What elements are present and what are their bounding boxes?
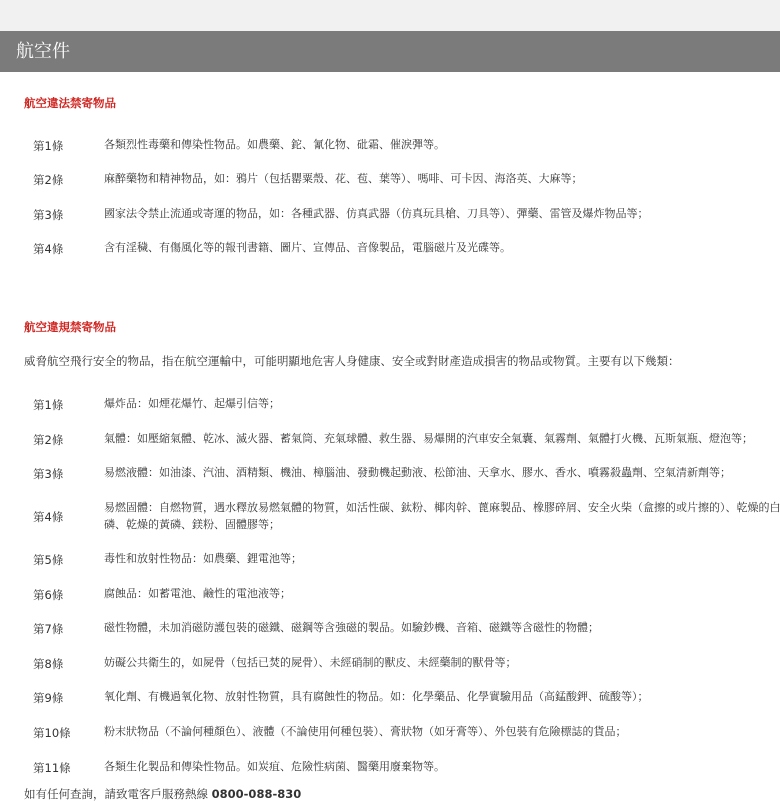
rule-text: 含有淫穢、有傷風化等的報刊書籍、圖片、宣傳品、音像製品，電腦磁片及光碟等。 [104,241,511,254]
rule-text: 各類生化製品和傳染性物品。如炭疽、危險性病菌、醫藥用廢棄物等。 [104,760,445,773]
rule-text: 國家法令禁止流通或寄運的物品，如：各種武器、仿真武器（仿真玩具槍、刀具等）、彈藥、雷管及爆炸物品等； [104,207,649,220]
rule-text: 麻醉藥物和精神物品，如：鴉片（包括罌粟殼、花、苞、葉等）、嗎啡、可卡因、海洛英、大麻等； [104,172,583,185]
page-title: 航空件 [16,41,70,62]
rule-text: 腐蝕品：如蓄電池、鹼性的電池液等； [104,587,291,600]
rule-text: 易燃固體：自燃物質，遇水釋放易燃氣體的物質，如活性碳、鈦粉、椰肉幹、蓖麻製品、橡膠碎屑、安全火柴（盒擦的或片擦的）、乾燥的白 [104,501,780,514]
section-title-restricted: 航空違規禁寄物品 [24,320,116,334]
footer-contact [24,786,301,802]
rule-number: 第1條 [33,398,64,412]
rule-text: 粉末狀物品（不論何種顏色）、液體（不論使用何種包裝）、膏狀物（如牙膏等）、外包裝有危險標誌的貨品； [104,725,627,738]
section-title-illegal: 航空違法禁寄物品 [24,96,116,110]
hotline-number[interactable]: 0800-088-830 [211,787,302,801]
rule-text: 爆炸品：如煙花爆竹、起爆引信等； [104,397,280,410]
rule-text: 妨礙公共衛生的，如屍骨（包括已焚的屍骨）、未經硝制的獸皮、未經藥制的獸骨等； [104,656,517,669]
rule-number: 第4條 [33,242,64,256]
top-strip [0,0,780,31]
rule-number: 第3條 [33,467,64,481]
rule-text: 毒性和放射性物品：如農藥、鋰電池等； [104,552,302,565]
page-header [0,31,780,72]
section-intro: 威脅航空飛行安全的物品，指在航空運輸中，可能明顯地危害人身健康、安全或對財產造成損害的物品或物質。主要有以下幾類： [24,354,680,368]
rule-text: 各類烈性毒藥和傳染性物品。如農藥、鉈、氰化物、砒霜、催淚彈等。 [104,138,445,151]
rule-number: 第10條 [33,726,71,740]
rule-text-continued: 磷、乾燥的黃磷、鎂粉、固體膠等； [104,518,280,531]
rule-number: 第5條 [33,553,64,567]
rule-number: 第3條 [33,208,64,222]
footer-text: 如有任何查詢，請致電客戶服務熱線 [24,787,212,801]
rule-number: 第7條 [33,622,64,636]
rule-text: 易燃液體：如油漆、汽油、酒精類、機油、樟腦油、發動機起動液、松節油、天拿水、膠水、香水、噴霧殺蟲劑、空氣清新劑等； [104,466,731,479]
rule-text: 氧化劑、有機過氧化物、放射性物質，具有腐蝕性的物品。如：化學藥品、化學實驗用品（高錳酸鉀、硫酸等）； [104,690,649,703]
rule-number: 第1條 [33,139,64,153]
rule-number: 第9條 [33,691,64,705]
rule-number: 第2條 [33,433,64,447]
rule-text: 氣體：如壓縮氣體、乾冰、滅火器、蓄氣筒、充氣球體、救生器、易爆開的汽車安全氣囊、氣霧劑、氣體打火機、瓦斯氣瓶、燈泡等； [104,432,753,445]
rule-number: 第6條 [33,588,64,602]
rule-number: 第8條 [33,657,64,671]
rule-number: 第4條 [33,510,64,524]
rule-number: 第2條 [33,173,64,187]
rule-text: 磁性物體，未加消磁防護包裝的磁鐵、磁鋼等含強磁的製品。如驗鈔機、音箱、磁鐵等含磁性的物體； [104,621,599,634]
rule-number: 第11條 [33,761,71,775]
